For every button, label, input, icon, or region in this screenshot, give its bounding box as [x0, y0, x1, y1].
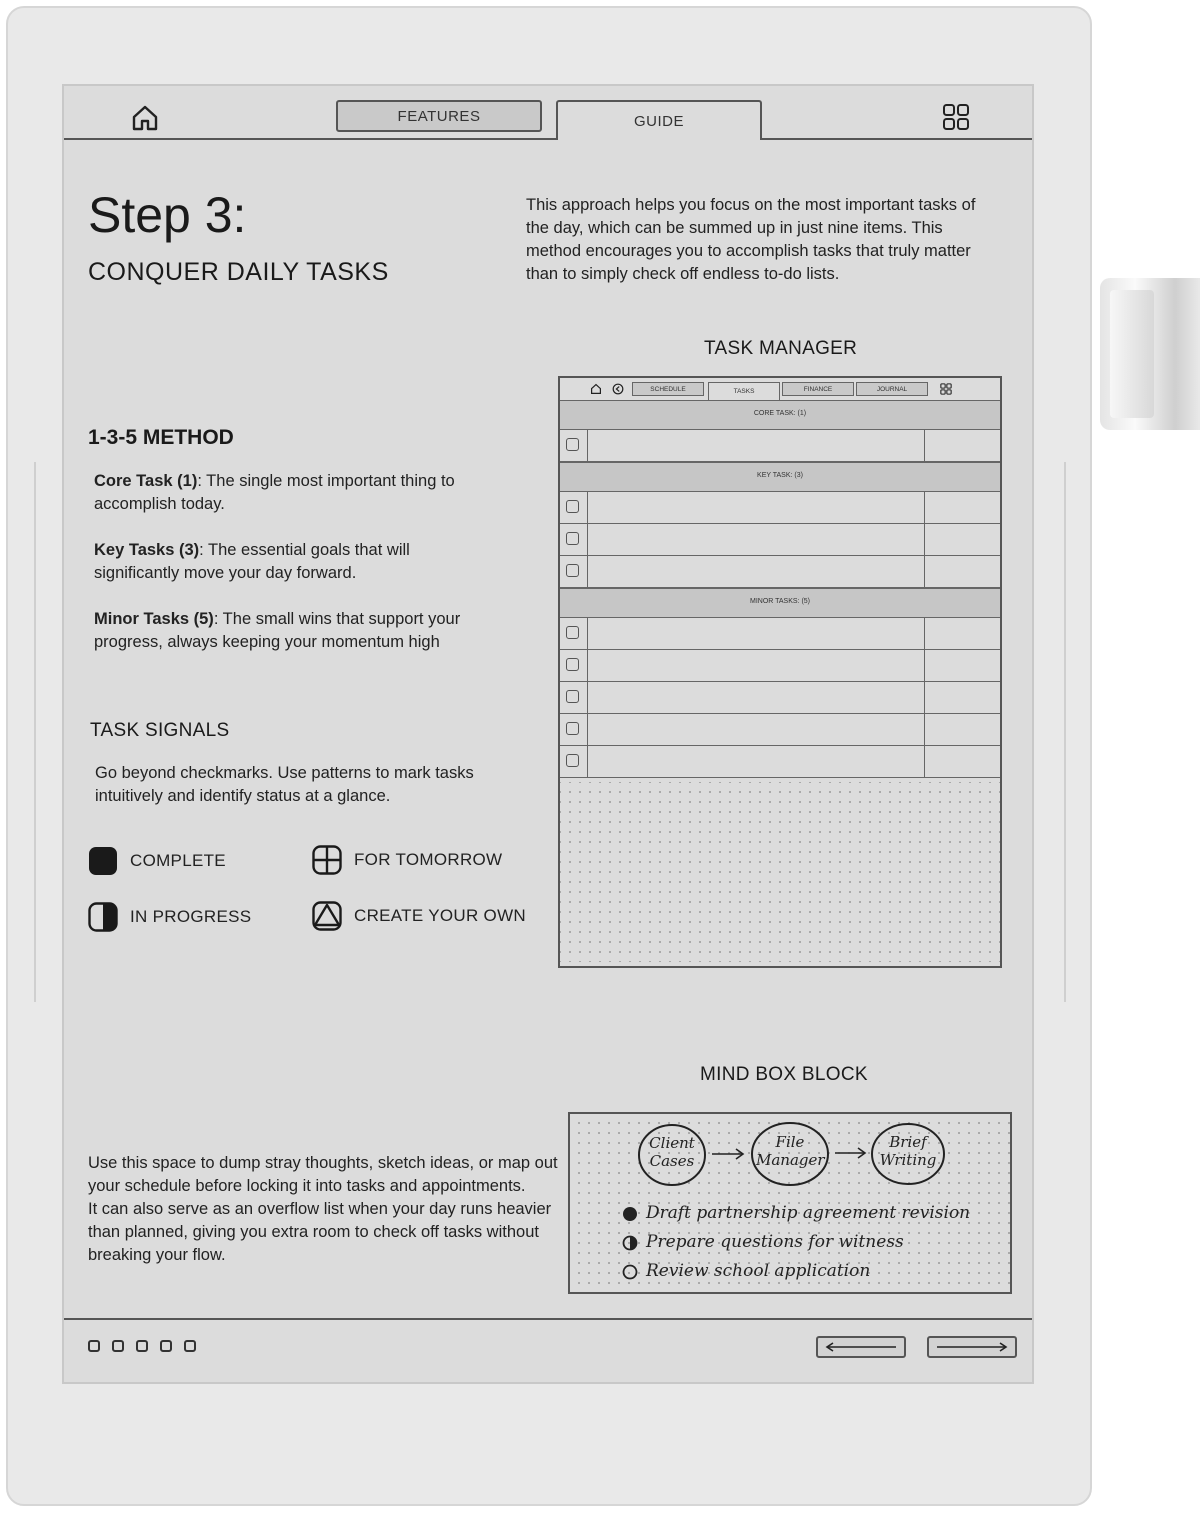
task-checkbox[interactable] — [566, 754, 579, 767]
mini-tab-tasks: TASKS — [708, 382, 780, 400]
section-key: KEY TASK: (3) — [560, 462, 1000, 492]
signal-label: IN PROGRESS — [130, 907, 252, 926]
mind-box-description-2: It can also serve as an overflow list when your day runs heavier than planned, giving you extra room to check off tasks without breaking your flow. — [88, 1200, 552, 1264]
page-indicator[interactable] — [88, 1340, 100, 1352]
method-item-core — [94, 470, 494, 516]
next-page-button[interactable] — [927, 1336, 1017, 1358]
home-icon[interactable] — [130, 103, 160, 133]
signal-label: CREATE YOUR OWN — [354, 906, 526, 925]
task-checkbox[interactable] — [566, 532, 579, 545]
task-checkbox[interactable] — [566, 690, 579, 703]
mind-node: Brief Writing — [879, 1133, 937, 1169]
cross-square-icon — [312, 845, 342, 875]
screen — [62, 84, 1034, 1384]
signal-for-tomorrow — [312, 845, 502, 875]
page-indicator[interactable] — [160, 1340, 172, 1352]
right-groove — [1064, 462, 1066, 1002]
method-text: : The single most important thing to accomplish today. — [94, 472, 455, 513]
page-indicator[interactable] — [184, 1340, 196, 1352]
signals-description: Go beyond checkmarks. Use patterns to mark tasks intuitively and identify status at a glance. — [95, 764, 474, 805]
mind-box-title: MIND BOX BLOCK — [700, 1064, 868, 1085]
left-groove — [34, 462, 36, 1002]
task-manager-preview — [558, 376, 1002, 968]
task-row — [560, 682, 1000, 714]
method-term: Key Tasks (3) — [94, 541, 200, 559]
signals-title: TASK SIGNALS — [90, 720, 230, 741]
mini-tab-journal: JOURNAL — [856, 382, 928, 396]
signal-in-progress — [88, 902, 251, 932]
top-bar — [64, 86, 1032, 140]
arrow-right-icon — [935, 1341, 1009, 1353]
signal-complete — [88, 846, 226, 876]
triangle-square-icon — [312, 901, 342, 931]
tab-features[interactable]: FEATURES — [336, 100, 542, 132]
task-row — [560, 492, 1000, 524]
method-title: 1-3-5 METHOD — [88, 426, 234, 449]
signal-label: COMPLETE — [130, 851, 226, 870]
mind-node: File Manager — [756, 1133, 825, 1169]
task-row — [560, 556, 1000, 588]
mini-grid-icon — [940, 383, 952, 395]
task-checkbox[interactable] — [566, 722, 579, 735]
filled-square-icon — [88, 846, 118, 876]
mind-bullet: Review school application — [646, 1261, 871, 1281]
task-checkbox[interactable] — [566, 658, 579, 671]
mind-box-preview — [568, 1112, 1012, 1294]
mini-back-icon — [612, 383, 624, 395]
task-row — [560, 650, 1000, 682]
prev-page-button[interactable] — [816, 1336, 906, 1358]
task-row — [560, 714, 1000, 746]
task-checkbox[interactable] — [566, 438, 579, 451]
bottom-bar — [64, 1318, 1032, 1372]
mini-top-bar — [560, 378, 1000, 401]
method-item-key — [94, 539, 494, 585]
method-text: : The essential goals that will significantly move your day forward. — [94, 541, 410, 582]
task-row — [560, 430, 1000, 462]
signal-create-your-own — [312, 901, 526, 931]
task-row — [560, 746, 1000, 778]
arrow-left-icon — [824, 1341, 898, 1353]
task-checkbox[interactable] — [566, 564, 579, 577]
task-row — [560, 524, 1000, 556]
signal-label: FOR TOMORROW — [354, 850, 503, 869]
step-heading: Step 3: — [88, 187, 247, 243]
task-checkbox[interactable] — [566, 626, 579, 639]
mind-box-description-1: Use this space to dump stray thoughts, sketch ideas, or map out your schedule before locking it into tasks and appointments. — [88, 1154, 558, 1195]
intro-text: This approach helps you focus on the most important tasks of the day, which can be summed up in just nine items. This method encourages you to accomplish tasks that truly matter than to simply check off endless to-do lists. — [526, 196, 976, 283]
tab-guide[interactable]: GUIDE — [556, 100, 762, 140]
mini-tab-finance: FINANCE — [782, 382, 854, 396]
grid-icon[interactable] — [942, 103, 970, 131]
mind-bullet: Prepare questions for witness — [646, 1232, 904, 1252]
mind-node: Client Cases — [649, 1134, 695, 1170]
task-checkbox[interactable] — [566, 500, 579, 513]
half-filled-square-icon — [88, 902, 118, 932]
method-term: Minor Tasks (5) — [94, 610, 214, 628]
mind-box-description — [88, 1152, 558, 1267]
mini-tab-schedule: SCHEDULE — [632, 382, 704, 396]
page-indicator[interactable] — [136, 1340, 148, 1352]
stylus — [1100, 278, 1200, 430]
page-indicator[interactable] — [112, 1340, 124, 1352]
mini-home-icon — [590, 383, 602, 395]
stylus-clip — [1110, 290, 1154, 418]
mind-bullet: Draft partnership agreement revision — [646, 1203, 971, 1223]
task-manager-title: TASK MANAGER — [704, 338, 858, 359]
dot-grid-area — [560, 782, 1000, 962]
method-text: : The small wins that support your progress, always keeping your momentum high — [94, 610, 461, 651]
section-minor: MINOR TASKS: (5) — [560, 588, 1000, 618]
method-term: Core Task (1) — [94, 472, 198, 490]
task-row — [560, 618, 1000, 650]
method-item-minor — [94, 608, 474, 654]
step-subtitle: CONQUER DAILY TASKS — [88, 258, 389, 286]
section-core: CORE TASK: (1) — [560, 400, 1000, 430]
